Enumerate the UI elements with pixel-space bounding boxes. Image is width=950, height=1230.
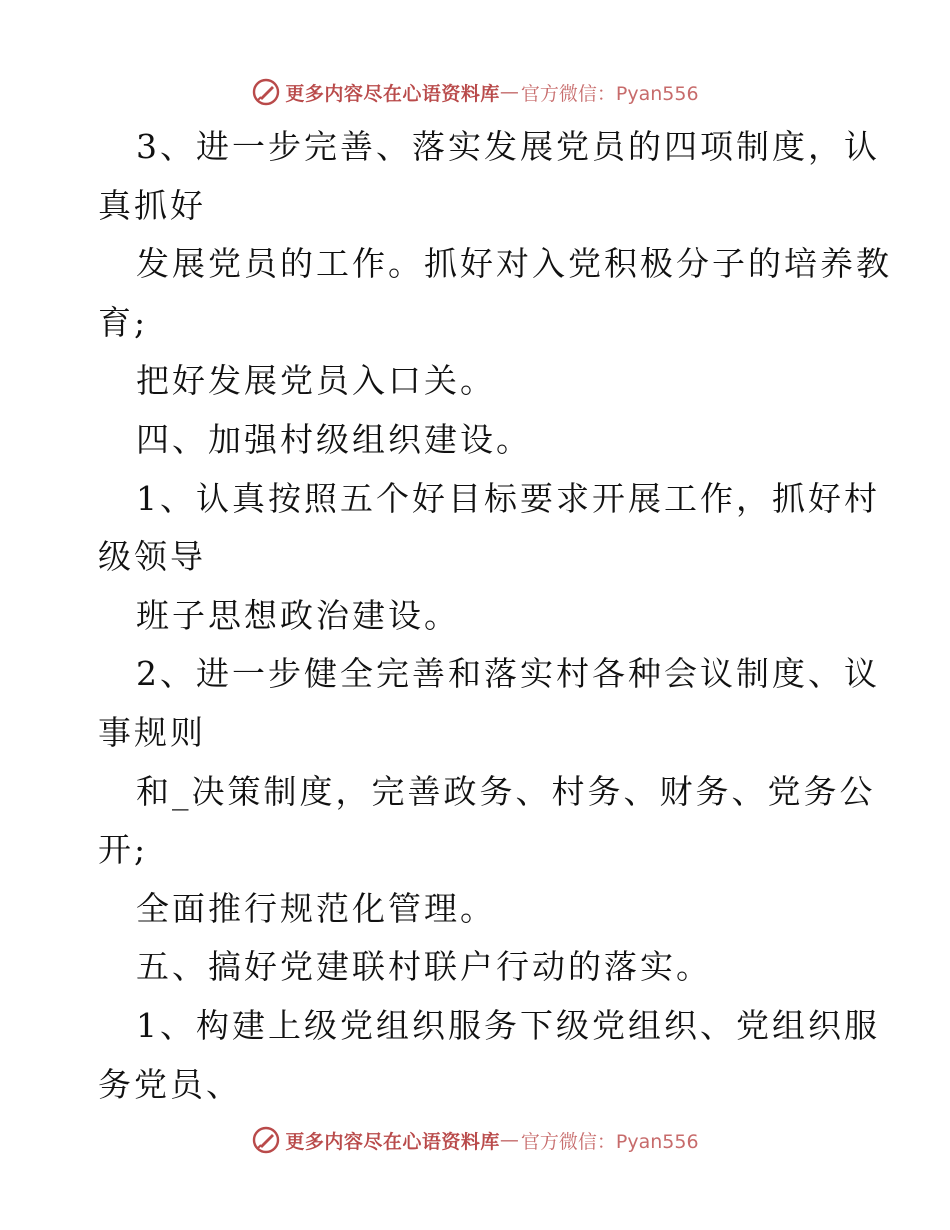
header-promo-text: 更多内容尽在心语资料库 [285, 82, 500, 105]
body-line: 3、进一步完善、落实发展党员的四项制度，认 [136, 127, 880, 166]
body-line: 真抓好 [98, 185, 206, 225]
body-line: 班子思想政治建设。 [136, 595, 460, 635]
header-separator: — [499, 81, 519, 103]
body-line: 把好发展党员入口关。 [136, 361, 496, 401]
body-line: 2、进一步健全完善和落实村各种会议制度、议 [136, 654, 880, 694]
section-heading: 四、加强村级组织建设。 [136, 419, 532, 459]
body-line: 育; [98, 302, 149, 342]
body-line: 务党员、 [98, 1064, 242, 1104]
body-line: 级领导 [98, 537, 206, 577]
footer-promo-text: 更多内容尽在心语资料库 [285, 1130, 500, 1153]
section-heading: 五、搞好党建联村联户行动的落实。 [136, 947, 712, 987]
quill-logo-icon [251, 77, 281, 107]
body-line: 事规则 [98, 712, 206, 752]
body-line: 全面推行规范化管理。 [136, 888, 496, 928]
body-line: 发展党员的工作。抓好对入党积极分子的培养教 [136, 244, 892, 284]
document-body [98, 118, 892, 1114]
footer-separator: — [499, 1129, 519, 1151]
body-line: 和_决策制度，完善政务、村务、财务、党务公 [136, 771, 876, 811]
footer-banner [0, 1120, 950, 1160]
body-line: 开; [98, 830, 149, 870]
body-line: 1、构建上级党组织服务下级党组织、党组织服 [136, 1005, 880, 1045]
quill-logo-icon [251, 1125, 281, 1155]
header-banner [0, 72, 950, 112]
body-line: 1、认真按照五个好目标要求开展工作，抓好村 [136, 478, 880, 518]
header-contact-text: 官方微信：Pyan556 [520, 82, 699, 105]
footer-contact-text: 官方微信：Pyan556 [520, 1130, 699, 1153]
